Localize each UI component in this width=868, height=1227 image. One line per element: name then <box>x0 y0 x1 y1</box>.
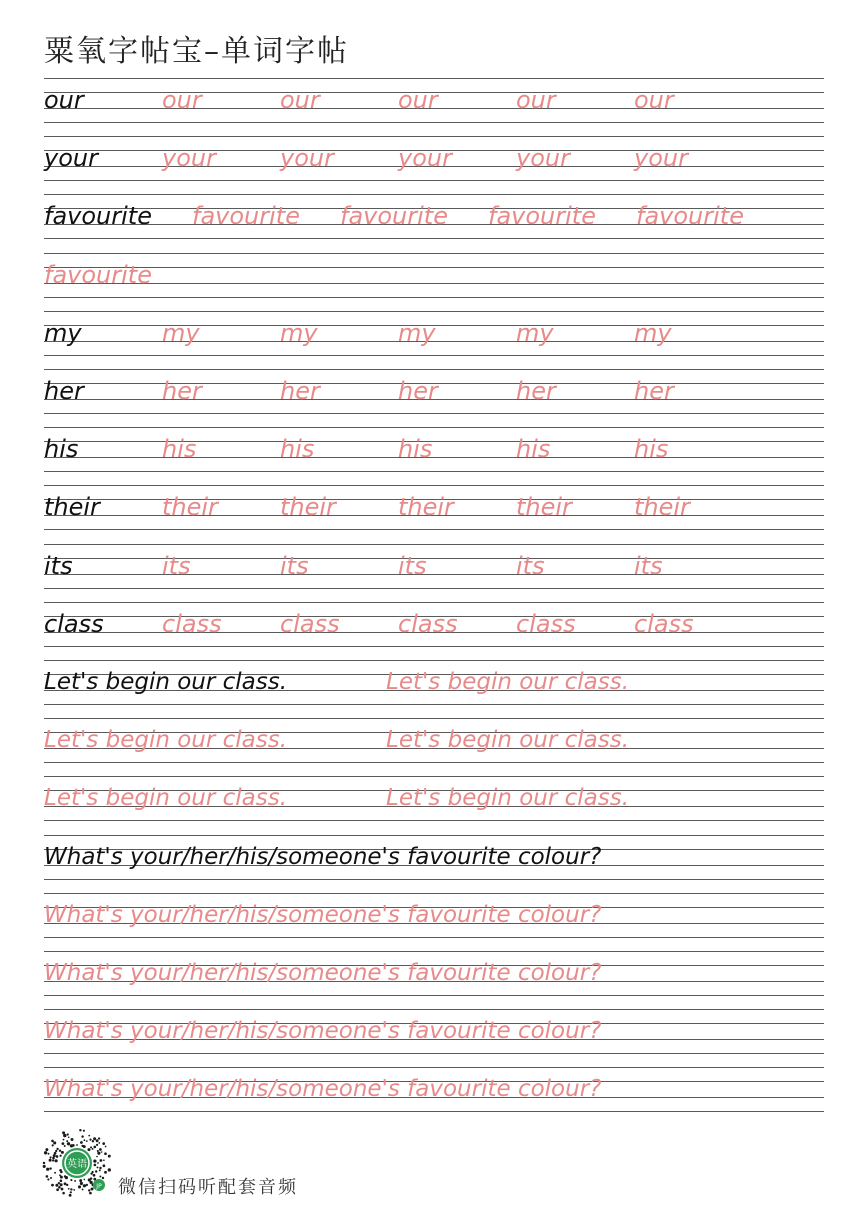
trace-word: Let's begin our class. <box>386 669 630 695</box>
practice-row <box>44 835 824 893</box>
model-word: our <box>44 86 84 114</box>
ruling-line <box>44 820 824 821</box>
qr-dot <box>52 1157 55 1160</box>
qr-dot <box>59 1174 61 1176</box>
trace-word: his <box>162 435 197 463</box>
trace-word: their <box>162 493 218 521</box>
qr-dot <box>96 1144 98 1146</box>
practice-row <box>44 136 824 194</box>
qr-dot <box>93 1137 96 1140</box>
model-word: favourite <box>44 202 152 230</box>
qr-dot <box>56 1188 59 1191</box>
trace-word: her <box>398 377 438 405</box>
qr-dot <box>63 1134 66 1137</box>
qr-dot <box>53 1154 56 1157</box>
qr-dot <box>55 1159 58 1162</box>
qr-dot <box>53 1141 56 1144</box>
qr-dot <box>83 1179 85 1181</box>
qr-dot <box>45 1148 48 1151</box>
qr-dot <box>88 1189 90 1191</box>
qr-dot <box>58 1186 61 1189</box>
model-word: their <box>44 493 100 521</box>
qr-dot <box>102 1177 104 1179</box>
qr-dot <box>67 1142 70 1145</box>
qr-dot <box>99 1175 101 1177</box>
practice-row <box>44 427 824 485</box>
practice-row <box>44 369 824 427</box>
trace-word: his <box>280 435 315 463</box>
qr-dot <box>83 1184 86 1187</box>
ruling-line <box>44 704 824 705</box>
qr-dot <box>74 1180 76 1182</box>
qr-dot <box>48 1153 50 1155</box>
qr-badge-label: 英语 <box>67 1159 87 1170</box>
qr-dot <box>103 1164 106 1167</box>
ruling-line <box>44 835 824 836</box>
qr-dot <box>62 1131 65 1134</box>
trace-word: her <box>516 377 556 405</box>
qr-dot <box>46 1175 49 1178</box>
qr-dot <box>56 1148 58 1150</box>
qr-dot <box>83 1145 86 1148</box>
trace-word: my <box>280 319 318 347</box>
trace-word: my <box>516 319 554 347</box>
qr-dot <box>46 1168 49 1171</box>
qr-dot <box>43 1165 46 1168</box>
trace-word: their <box>516 493 572 521</box>
qr-dot <box>63 1139 65 1141</box>
ruling-line <box>44 879 824 880</box>
practice-row <box>44 718 824 776</box>
qr-dot <box>60 1180 63 1183</box>
qr-dot <box>93 1146 96 1149</box>
qr-dot <box>73 1189 75 1191</box>
model-word: your <box>44 144 98 172</box>
model-word: its <box>44 552 73 580</box>
trace-word: your <box>516 144 570 172</box>
trace-word: their <box>398 493 454 521</box>
qr-dot <box>96 1139 99 1142</box>
trace-word: our <box>398 86 438 114</box>
qr-code-icon[interactable] <box>42 1128 112 1198</box>
trace-word: Let's begin our class. <box>386 727 630 753</box>
qr-dot <box>47 1178 49 1180</box>
ruling-line <box>44 78 824 79</box>
trace-word: my <box>162 319 200 347</box>
ruling-line <box>44 544 824 545</box>
qr-dot <box>96 1156 98 1158</box>
practice-row <box>44 893 824 951</box>
qr-dot <box>86 1140 88 1142</box>
ruling-line <box>44 1067 824 1068</box>
qr-dot <box>70 1179 72 1181</box>
qr-dot <box>70 1188 72 1190</box>
qr-dot <box>67 1133 69 1135</box>
practice-row <box>44 951 824 1009</box>
qr-dot <box>50 1177 52 1179</box>
qr-dot <box>69 1194 72 1197</box>
ruling-line <box>44 995 824 996</box>
qr-dot <box>93 1174 96 1177</box>
qr-dot <box>87 1148 90 1151</box>
qr-dot <box>62 1192 65 1195</box>
trace-word: her <box>162 377 202 405</box>
qr-dot <box>64 1175 66 1177</box>
qr-dot <box>68 1188 70 1190</box>
qr-dot <box>108 1155 111 1158</box>
trace-word: its <box>162 552 191 580</box>
qr-dot <box>59 1169 62 1172</box>
qr-dot <box>104 1171 107 1174</box>
qr-dot <box>54 1172 56 1174</box>
qr-dot <box>88 1135 90 1137</box>
qr-dot <box>97 1166 99 1168</box>
ruling-line <box>44 122 824 123</box>
ruling-line <box>44 718 824 719</box>
qr-dot <box>94 1164 97 1167</box>
qr-dot <box>44 1151 47 1154</box>
qr-dot <box>97 1162 99 1164</box>
qr-dot <box>61 1188 64 1191</box>
ruling-line <box>44 485 824 486</box>
ruling-line <box>44 283 824 284</box>
qr-dot <box>105 1146 107 1148</box>
qr-dot <box>97 1152 100 1155</box>
model-word: his <box>44 435 79 463</box>
qr-dot <box>95 1170 97 1172</box>
ruling-line <box>44 588 824 589</box>
trace-word: your <box>280 144 334 172</box>
model-word: Let's begin our class. <box>44 669 288 695</box>
qr-dot <box>70 1191 72 1193</box>
trace-word: favourite <box>340 202 448 230</box>
qr-dot <box>99 1167 101 1169</box>
qr-dot <box>62 1142 65 1145</box>
qr-dot <box>50 1156 52 1158</box>
ruling-line <box>44 660 824 661</box>
practice-row <box>44 544 824 602</box>
qr-dot <box>54 1152 57 1155</box>
trace-word: our <box>516 86 556 114</box>
qr-dot <box>101 1151 103 1153</box>
trace-word: their <box>280 493 336 521</box>
qr-dot <box>91 1188 94 1191</box>
qr-dot <box>52 1159 54 1161</box>
qr-corner-label: JP <box>96 1183 102 1190</box>
ruling-line <box>44 311 824 312</box>
trace-word: Let's begin our class. <box>386 785 630 811</box>
qr-dot <box>102 1142 105 1145</box>
trace-word: its <box>634 552 663 580</box>
trace-word: her <box>634 377 674 405</box>
qr-dot <box>49 1167 51 1169</box>
trace-word: favourite <box>44 261 152 289</box>
qr-dot <box>80 1141 83 1144</box>
qr-dot <box>60 1155 62 1157</box>
ruling-line <box>44 776 824 777</box>
practice-row <box>44 660 824 718</box>
trace-word: his <box>516 435 551 463</box>
ruling-line <box>44 369 824 370</box>
qr-dot <box>55 1150 57 1152</box>
ruling-line <box>44 413 824 414</box>
trace-word: her <box>280 377 320 405</box>
trace-word: our <box>162 86 202 114</box>
ruling-line <box>44 355 824 356</box>
trace-word: class <box>634 610 694 638</box>
qr-dot <box>71 1138 74 1141</box>
qr-dot <box>59 1150 61 1152</box>
trace-word: Let's begin our class. <box>44 727 288 753</box>
page-title: 粟氧字帖宝–单词字帖 <box>44 34 349 69</box>
qr-dot <box>98 1137 100 1139</box>
model-word: her <box>44 377 84 405</box>
ruling-line <box>44 1009 824 1010</box>
trace-word: What's your/her/his/someone's favourite colour? <box>44 1076 602 1102</box>
qr-dot <box>98 1142 100 1144</box>
ruling-line <box>44 602 824 603</box>
qr-dot <box>80 1182 83 1185</box>
qr-dot <box>78 1185 81 1188</box>
trace-word: your <box>398 144 452 172</box>
practice-row <box>44 194 824 252</box>
model-word: class <box>44 610 104 638</box>
ruling-line <box>44 267 824 268</box>
ruling-line <box>44 136 824 137</box>
model-word: What's your/her/his/someone's favourite colour? <box>44 844 602 870</box>
trace-word: our <box>634 86 674 114</box>
qr-dot <box>93 1159 96 1162</box>
qr-dot <box>89 1192 92 1195</box>
trace-word: favourite <box>636 202 744 230</box>
qr-dot <box>43 1162 45 1164</box>
ruling-line <box>44 180 824 181</box>
qr-dot <box>84 1139 86 1141</box>
trace-word: class <box>398 610 458 638</box>
ruling-line <box>44 762 824 763</box>
practice-row <box>44 485 824 543</box>
practice-row <box>44 1067 824 1125</box>
trace-word: our <box>280 86 320 114</box>
ruling-line <box>44 194 824 195</box>
practice-row <box>44 253 824 311</box>
qr-dot <box>52 1144 54 1146</box>
trace-word: his <box>634 435 669 463</box>
qr-dot <box>90 1146 92 1148</box>
trace-word: his <box>398 435 433 463</box>
qr-dot <box>51 1184 54 1187</box>
qr-dot <box>82 1188 84 1190</box>
trace-word: your <box>162 144 216 172</box>
trace-word: my <box>634 319 672 347</box>
qr-dot <box>83 1130 85 1132</box>
ruling-line <box>44 427 824 428</box>
qr-dot <box>79 1129 81 1131</box>
trace-word: class <box>516 610 576 638</box>
ruling-line <box>44 937 824 938</box>
qr-dot <box>49 1159 52 1162</box>
ruling-line <box>44 1111 824 1112</box>
qr-dot <box>66 1140 68 1142</box>
qr-dot <box>61 1151 64 1154</box>
qr-dot <box>51 1140 54 1143</box>
qr-dot <box>103 1159 105 1161</box>
qr-dot <box>100 1159 103 1162</box>
ruling-line <box>44 951 824 952</box>
trace-word: favourite <box>192 202 300 230</box>
ruling-line <box>44 238 824 239</box>
trace-word: your <box>634 144 688 172</box>
practice-row <box>44 776 824 834</box>
trace-word: What's your/her/his/someone's favourite colour? <box>44 1018 602 1044</box>
scan-caption: 微信扫码听配套音频 <box>118 1177 298 1198</box>
ruling-line <box>44 574 824 575</box>
qr-dot <box>64 1145 66 1147</box>
model-word: my <box>44 319 82 347</box>
qr-dot <box>79 1179 82 1182</box>
ruling-line <box>44 297 824 298</box>
trace-word: Let's begin our class. <box>44 785 288 811</box>
practice-row <box>44 78 824 136</box>
qr-dot <box>81 1135 83 1137</box>
qr-dot <box>92 1140 94 1142</box>
qr-dot <box>90 1172 92 1174</box>
qr-dot <box>99 1148 102 1151</box>
ruling-line <box>44 441 824 442</box>
ruling-line <box>44 457 824 458</box>
ruling-line <box>44 1053 824 1054</box>
trace-word: its <box>398 552 427 580</box>
ruling-line <box>44 893 824 894</box>
qr-dot <box>76 1144 78 1146</box>
practice-row <box>44 311 824 369</box>
qr-dot <box>108 1168 111 1171</box>
trace-word: its <box>280 552 309 580</box>
qr-dot <box>92 1148 94 1150</box>
qr-dot <box>72 1144 75 1147</box>
ruling-line <box>44 529 824 530</box>
trace-word: class <box>162 610 222 638</box>
ruling-line <box>44 558 824 559</box>
qr-dot <box>89 1139 91 1141</box>
trace-word: their <box>634 493 690 521</box>
qr-dot <box>104 1152 107 1155</box>
trace-word: its <box>516 552 545 580</box>
practice-row <box>44 1009 824 1067</box>
qr-dot <box>60 1183 63 1186</box>
qr-dot <box>68 1136 70 1138</box>
qr-dot <box>55 1184 58 1187</box>
practice-row <box>44 602 824 660</box>
qr-dot <box>99 1169 101 1171</box>
trace-word: favourite <box>488 202 596 230</box>
qr-dot <box>56 1155 59 1158</box>
trace-word: my <box>398 319 436 347</box>
ruling-line <box>44 471 824 472</box>
ruling-line <box>44 646 824 647</box>
qr-dot <box>64 1182 67 1185</box>
trace-word: class <box>280 610 340 638</box>
qr-dot <box>58 1182 60 1184</box>
trace-word: What's your/her/his/someone's favourite colour? <box>44 960 602 986</box>
ruling-line <box>44 253 824 254</box>
trace-word: What's your/her/his/someone's favourite colour? <box>44 902 602 928</box>
